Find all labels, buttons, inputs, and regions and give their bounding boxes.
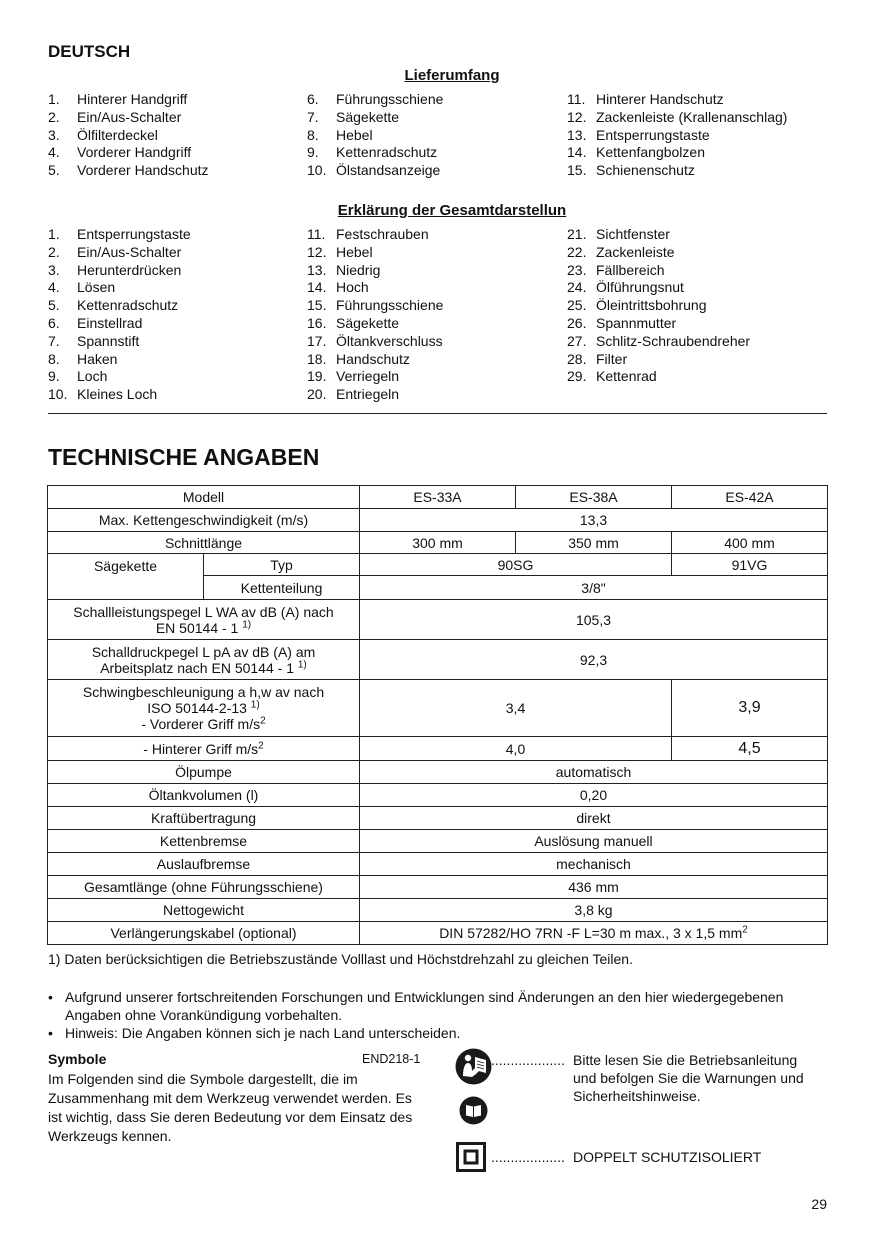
leader-dots: ...................: [491, 1149, 565, 1165]
list-item: 3. Herunterdrücken: [48, 261, 182, 278]
table-cell: Modell: [48, 486, 360, 509]
list-item: 9. Loch: [48, 368, 108, 385]
lieferumfang-col-3: [567, 91, 828, 180]
list-item: 27. Schlitz-Schraubendreher: [567, 332, 751, 349]
list-item: 4. Lösen: [48, 279, 116, 296]
table-cell: Kettenteilung: [204, 576, 360, 600]
list-item: 20. Entriegeln: [307, 386, 400, 403]
table-row: [48, 509, 828, 532]
table-cell: automatisch: [360, 761, 828, 784]
list-item: 6. Einstellrad: [48, 314, 143, 331]
table-cell: Kettenbremse: [48, 830, 360, 853]
table-cell: Öltankvolumen (l): [48, 784, 360, 807]
lieferumfang-col-1: [48, 91, 307, 180]
table-cell: 4,5: [672, 737, 828, 761]
list-item: 7. Spannstift: [48, 332, 140, 349]
document-code: END218-1: [362, 1052, 421, 1066]
list-item: 6. Führungsschiene: [307, 91, 444, 107]
list-item: 5. Kettenradschutz: [48, 297, 179, 314]
table-row: [48, 554, 828, 576]
list-item: 29. Kettenrad: [567, 368, 657, 385]
table-cell: direkt: [360, 807, 828, 830]
list-item: 23. Fällbereich: [567, 261, 665, 278]
erklaerung-col-3: [567, 226, 828, 404]
page-number: 29: [811, 1196, 827, 1212]
lieferumfang-col-2: [307, 91, 567, 180]
table-cell: 3,8 kg: [360, 899, 828, 922]
table-cell: Nettogewicht: [48, 899, 360, 922]
table-cell: 4,0: [360, 737, 672, 761]
list-item: 15. Führungsschiene: [307, 297, 444, 314]
list-item: 1. Entsperrungstaste: [48, 226, 191, 242]
symbol-double-insulated-row: [491, 1148, 823, 1166]
list-item: 10. Ölstandsanzeige: [307, 162, 441, 179]
table-cell: ES-33A: [360, 486, 516, 509]
table-cell: Kraftübertragung: [48, 807, 360, 830]
bullet-icon: •: [48, 989, 53, 1005]
list-item: 7. Sägekette: [307, 108, 400, 125]
symbol-meaning: Bitte lesen Sie die Betriebsanleitung und befolgen Sie die Warnungen und Sicherheitshinweise.: [573, 1052, 804, 1104]
list-item: 26. Spannmutter: [567, 314, 677, 331]
list-item: 24. Ölführungsnut: [567, 279, 684, 296]
list-item: 2. Ein/Aus-Schalter: [48, 243, 182, 260]
list-item: 14. Hoch: [307, 279, 369, 296]
table-cell: Schwingbeschleunigung a h,w av nach ISO 50144-2-13 $^{1)}$ - Vorderer Griff $m/s^2$: [48, 680, 360, 737]
leader-dots: ...................: [491, 1052, 565, 1068]
table-cell: Verlängerungskabel (optional): [48, 922, 360, 945]
table-cell: Ölpumpe: [48, 761, 360, 784]
note-text: Hinweis: Die Angaben können sich je nach Land unterscheiden.: [65, 1025, 461, 1041]
symbols-title: Symbole: [48, 1051, 107, 1067]
list-item: 13. Entsperrungstaste: [567, 126, 710, 143]
list-item: 13. Niedrig: [307, 261, 381, 278]
table-cell: 436 mm: [360, 876, 828, 899]
table-cell: Typ: [204, 554, 360, 576]
list-item: 4. Vorderer Handgriff: [48, 144, 192, 161]
table-cell: Auslaufbremse: [48, 853, 360, 876]
spec-table: [47, 485, 828, 945]
list-item: 25. Öleintrittsbohrung: [567, 297, 707, 314]
table-cell: 3,4: [360, 680, 672, 737]
book-icon: [459, 1096, 488, 1125]
note-bullet: [48, 1024, 828, 1042]
list-item: 5. Vorderer Handschutz: [48, 162, 209, 179]
list-item: 8. Hebel: [307, 126, 373, 143]
list-item: 12. Hebel: [307, 243, 373, 260]
erklaerung-col-1: [48, 226, 307, 404]
table-cell: 400 mm: [672, 532, 828, 554]
table-cell: 0,20: [360, 784, 828, 807]
table-cell: 300 mm: [360, 532, 516, 554]
table-cell: Schalldruckpegel L pA av dB (A) am Arbeitsplatz nach EN 50144 - 1 $^{1)}$: [48, 640, 360, 680]
table-row: [48, 853, 828, 876]
table-cell: 3/8": [360, 576, 828, 600]
table-cell: 3,9: [672, 680, 828, 737]
table-row: [48, 761, 828, 784]
erklaerung-col-2: [307, 226, 567, 404]
list-item: 3. Ölfilterdeckel: [48, 126, 158, 143]
table-row: [48, 600, 828, 640]
double-insulation-icon: [456, 1142, 486, 1172]
list-item: 21. Sichtfenster: [567, 226, 670, 242]
list-item: 12. Zackenleiste (Krallenanschlag): [567, 108, 788, 125]
bullet-icon: •: [48, 1025, 53, 1041]
list-item: 22. Zackenleiste: [567, 243, 675, 260]
language-heading: DEUTSCH: [48, 42, 131, 61]
table-cell: mechanisch: [360, 853, 828, 876]
list-item: 1. Hinterer Handgriff: [48, 91, 188, 107]
table-row: [48, 830, 828, 853]
note-bullet: [48, 988, 828, 1024]
footnote: 1) Daten berücksichtigen die Betriebszustände Volllast und Höchstdrehzahl zu gleichen Teilen.: [48, 951, 633, 967]
table-row: [48, 640, 828, 680]
table-row: [48, 899, 828, 922]
list-item: 17. Öltankverschluss: [307, 332, 443, 349]
table-row: [48, 680, 828, 737]
table-cell: Schallleistungspegel L WA av dB (A) nach EN 50144 - 1 $^{1)}$: [48, 600, 360, 640]
symbol-read-manual-row: [491, 1051, 823, 1105]
table-cell: 91VG: [672, 554, 828, 576]
erklaerung-title: Erklärung der Gesamtdarstellun: [337, 202, 567, 219]
erklaerung-list: [48, 226, 828, 404]
table-cell: ES-38A: [516, 486, 672, 509]
table-cell: Gesamtlänge (ohne Führungsschiene): [48, 876, 360, 899]
read-manual-icon: [455, 1048, 492, 1085]
table-cell: 105,3: [360, 600, 828, 640]
list-item: 8. Haken: [48, 350, 118, 367]
symbols-description: Im Folgenden sind die Symbole dargestellt, die im Zusammenhang mit dem Werkzeug verwendet werden. Es ist wichtig, dass Sie deren Bedeutung vor dem Einsatz des Werkzeugs kennen.: [48, 1071, 413, 1144]
table-cell: Schnittlänge: [48, 532, 360, 554]
table-row: [48, 784, 828, 807]
table-cell: DIN 57282/HO 7RN -F L=30 m max., 3 x 1,5 $mm^2$: [360, 922, 828, 945]
table-cell: 13,3: [360, 509, 828, 532]
table-cell: - Hinterer Griff $m/s^2$: [48, 737, 360, 761]
table-cell: ES-42A: [672, 486, 828, 509]
note-text: Aufgrund unserer fortschreitenden Forschungen und Entwicklungen sind Änderungen an den hier wiedergegebenen Angaben ohne Vorankündigung vorbehalten.: [65, 989, 784, 1023]
lieferumfang-list: [48, 91, 828, 180]
list-item: 15. Schienenschutz: [567, 162, 695, 179]
list-item: 10. Kleines Loch: [48, 386, 158, 403]
table-cell: Sägekette: [48, 554, 204, 600]
table-cell: 92,3: [360, 640, 828, 680]
list-item: 14. Kettenfangbolzen: [567, 144, 705, 161]
list-item: 11. Hinterer Handschutz: [567, 91, 724, 107]
lieferumfang-title: Lieferumfang: [404, 67, 500, 84]
symbol-meaning: DOPPELT SCHUTZISOLIERT: [573, 1149, 762, 1165]
table-row: [48, 876, 828, 899]
list-item: 11. Festschrauben: [307, 226, 429, 242]
table-row: [48, 486, 828, 509]
list-item: 16. Sägekette: [307, 314, 400, 331]
list-item: 19. Verriegeln: [307, 368, 400, 385]
table-row: [48, 807, 828, 830]
list-item: 18. Handschutz: [307, 350, 410, 367]
table-cell: Auslösung manuell: [360, 830, 828, 853]
list-item: 28. Filter: [567, 350, 628, 367]
table-cell: 350 mm: [516, 532, 672, 554]
spec-heading: TECHNISCHE ANGABEN: [48, 444, 320, 470]
table-row: [48, 737, 828, 761]
table-cell: 90SG: [360, 554, 672, 576]
table-row: [48, 922, 828, 945]
section-divider: [48, 413, 827, 414]
list-item: 9. Kettenradschutz: [307, 144, 438, 161]
list-item: 2. Ein/Aus-Schalter: [48, 108, 182, 125]
table-cell: Max. Kettengeschwindigkeit (m/s): [48, 509, 360, 532]
table-row: [48, 532, 828, 554]
